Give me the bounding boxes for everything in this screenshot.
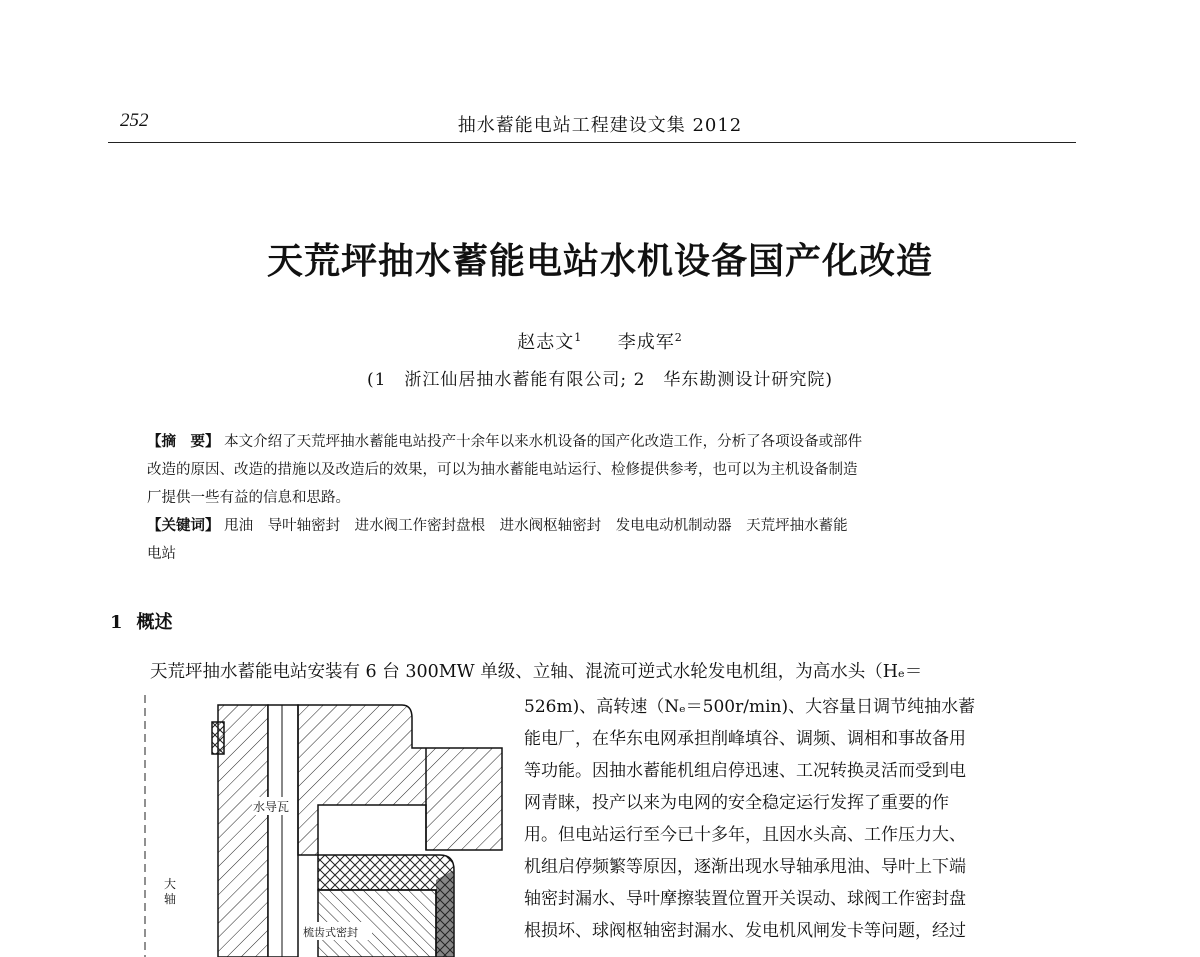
author-affil-mark: 2	[674, 331, 683, 344]
section-number: 1	[110, 612, 123, 633]
section-heading	[110, 608, 173, 634]
seal-block	[212, 722, 224, 754]
body-first-line: 天荒坪抽水蓄能电站安装有 6 台 300MW 单级、立轴、混流可逆式水轮发电机组，为高水头（Hₑ＝	[150, 662, 923, 682]
abstract-text: 本文介绍了天荒坪抽水蓄能电站投产十余年以来水机设备的国产化改造工作，分析了各项设备或部件	[224, 434, 863, 450]
keywords-line: 电站	[147, 546, 176, 562]
abstract-line: 厂提供一些有益的信息和思路。	[147, 490, 350, 506]
body-line: 能电厂，在华东电网承担削峰填谷、调频、调相和事故备用	[524, 729, 966, 749]
bearing-housing	[298, 705, 502, 855]
body-line: 等功能。因抽水蓄能机组启停迅速、工况转换灵活而受到电	[524, 761, 966, 781]
abstract-line	[147, 428, 1047, 456]
body-line: 526m)、高转速（Nₑ＝500r/min)、大容量日调节纯抽水蓄	[524, 697, 976, 717]
keywords-text: 甩油 导叶轴密封 进水阀工作密封盘根 进水阀枢轴密封 发电电动机制动器 天荒坪抽水蓄能	[224, 518, 848, 534]
body-line: 用。但电站运行至今已十多年，且因水头高、工作压力大、	[524, 825, 966, 845]
label-shaft-1: 大	[164, 877, 177, 891]
seal-structure-figure	[140, 690, 510, 957]
label-shaft-2: 轴	[164, 892, 177, 906]
author-list	[0, 328, 1200, 354]
body-line: 轴密封漏水、导叶摩擦装置位置开关误动、球阀工作密封盘	[524, 889, 966, 909]
paper-title: 天荒坪抽水蓄能电站水机设备国产化改造	[266, 240, 933, 282]
page-number: 252	[120, 110, 149, 131]
body-line: 网青睐，投产以来为电网的安全稳定运行发挥了重要的作	[524, 793, 949, 813]
shaft-gap	[268, 705, 298, 957]
main-shaft	[218, 705, 268, 957]
section-title: 概述	[136, 612, 173, 633]
abstract-line: 改造的原因、改造的措施以及改造后的效果，可以为抽水蓄能电站运行、检修提供参考，也可以为主机设备制造	[147, 462, 858, 478]
author-affil-mark: 1	[574, 331, 583, 344]
label-guide-bearing: 水导瓦	[253, 800, 290, 814]
author-name: 李成军	[617, 332, 675, 353]
keywords-tag: 【关键词】	[147, 517, 220, 534]
header-rule	[108, 142, 1076, 143]
body-column	[524, 691, 1084, 947]
abstract-tag: 【摘 要】	[147, 433, 220, 450]
running-header: 抽水蓄能电站工程建设文集 2012	[457, 115, 743, 136]
affiliation: (1 浙江仙居抽水蓄能有限公司; 2 华东勘测设计研究院)	[366, 370, 834, 390]
author-name: 赵志文	[517, 332, 575, 353]
body-line: 根损坏、球阀枢轴密封漏水、发电机风闸发卡等问题，经过	[524, 921, 966, 941]
keywords-line	[147, 512, 1047, 540]
body-line: 机组启停频繁等原因，逐渐出现水导轴承甩油、导叶上下端	[524, 857, 966, 877]
label-seal: 梳齿式密封	[303, 926, 358, 939]
abstract-block	[147, 428, 1047, 568]
